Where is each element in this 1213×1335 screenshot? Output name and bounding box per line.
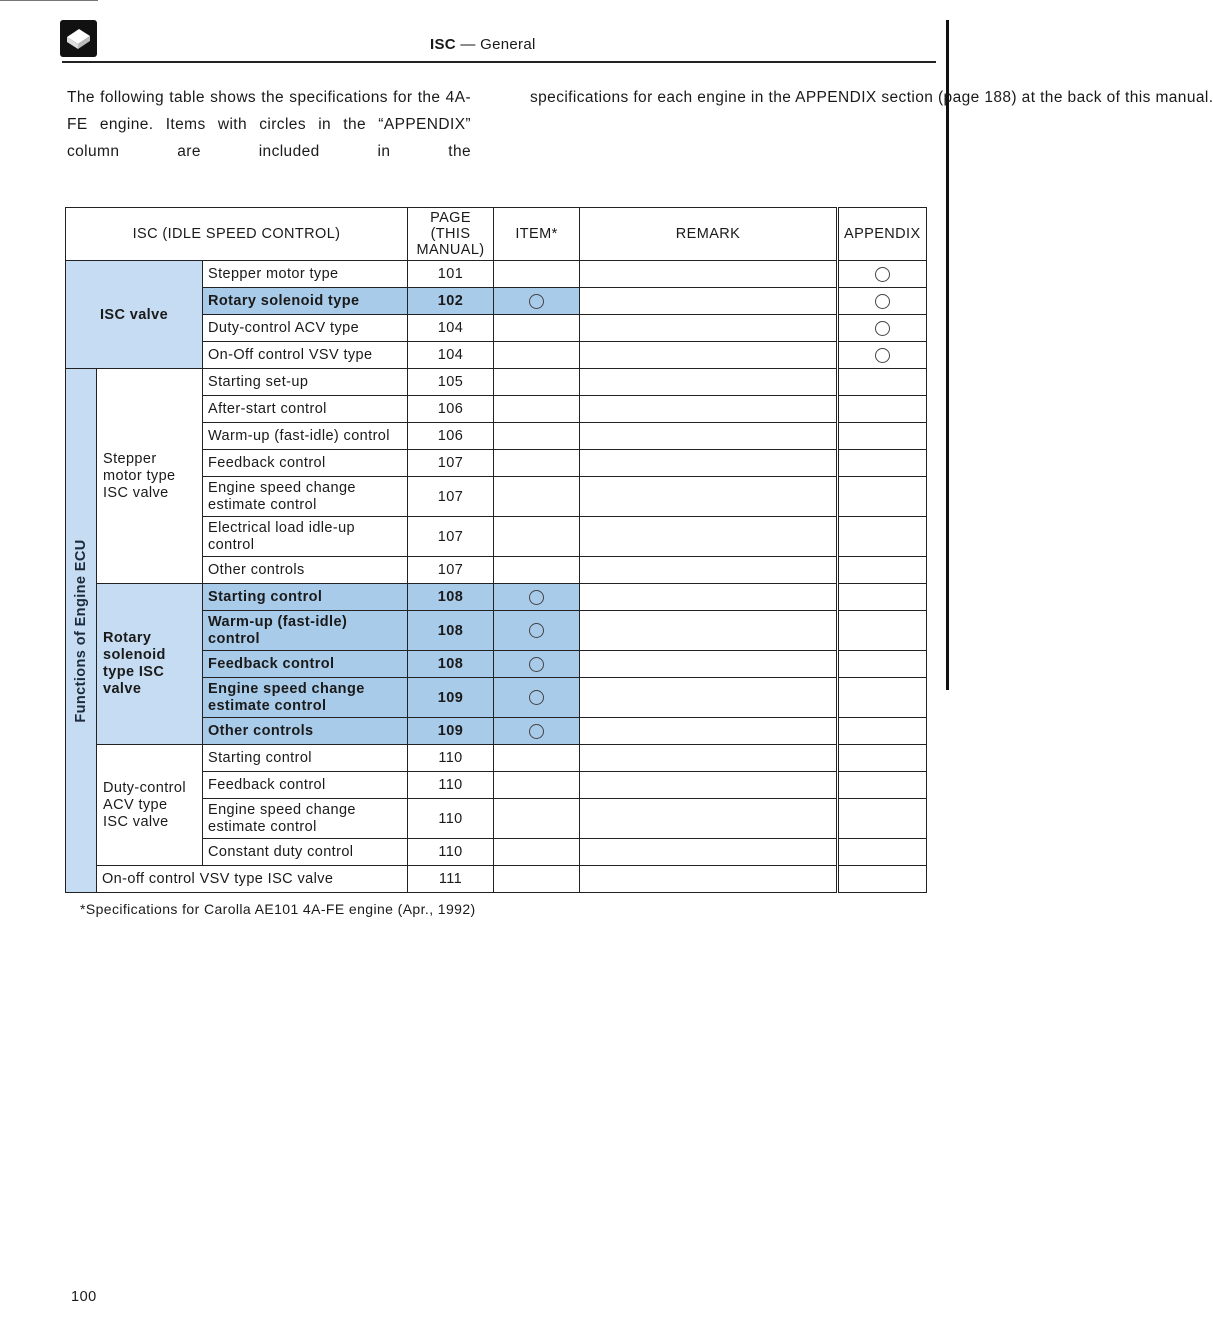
appendix-circle-icon [875, 267, 890, 282]
functions-label-text: Functions of Engine ECU [73, 538, 89, 723]
row-appendix [838, 315, 927, 342]
row-item [494, 477, 580, 517]
table-row [66, 261, 927, 288]
row-remark [580, 369, 838, 396]
header-title-bold: ISC [430, 36, 456, 53]
row-name: Starting control [203, 745, 408, 772]
row-page: 106 [408, 396, 494, 423]
row-appendix [838, 557, 927, 584]
rotary-subgroup-label: Rotary solenoid type ISC valve [97, 584, 203, 745]
appendix-circle-icon [875, 348, 890, 363]
top-corner-rule [0, 0, 98, 1]
row-page: 102 [408, 288, 494, 315]
row-appendix [838, 678, 927, 718]
row-item [494, 772, 580, 799]
row-page: 106 [408, 423, 494, 450]
onoff-row-name: On-off control VSV type ISC valve [97, 866, 408, 893]
row-page: 108 [408, 584, 494, 611]
row-appendix [838, 745, 927, 772]
row-page: 111 [408, 866, 494, 893]
item-circle-icon [529, 657, 544, 672]
row-name: Engine speed change estimate control [203, 678, 408, 718]
row-name: Duty-control ACV type [203, 315, 408, 342]
row-name: Feedback control [203, 450, 408, 477]
row-page: 109 [408, 678, 494, 718]
row-item [494, 450, 580, 477]
row-appendix [838, 611, 927, 651]
row-name: Feedback control [203, 772, 408, 799]
row-remark [580, 584, 838, 611]
row-name: After-start control [203, 396, 408, 423]
row-page: 110 [408, 745, 494, 772]
stepper-subgroup-label: Stepper motor type ISC valve [97, 369, 203, 584]
row-appendix [838, 477, 927, 517]
row-item [494, 315, 580, 342]
page-number: 100 [71, 1289, 97, 1305]
header-page: PAGE (THIS MANUAL) [408, 208, 494, 261]
row-remark [580, 651, 838, 678]
item-circle-icon [529, 690, 544, 705]
row-item [494, 288, 580, 315]
row-name: Warm-up (fast-idle) control [203, 611, 408, 651]
appendix-circle-icon [875, 321, 890, 336]
row-page: 107 [408, 557, 494, 584]
row-name: Electrical load idle-up control [203, 517, 408, 557]
row-remark [580, 745, 838, 772]
item-circle-icon [529, 590, 544, 605]
row-appendix [838, 651, 927, 678]
row-item [494, 651, 580, 678]
row-appendix [838, 423, 927, 450]
row-appendix [838, 718, 927, 745]
row-name: Other controls [203, 557, 408, 584]
row-remark [580, 517, 838, 557]
row-remark [580, 261, 838, 288]
row-item [494, 517, 580, 557]
row-name: Rotary solenoid type [203, 288, 408, 315]
row-appendix [838, 288, 927, 315]
item-circle-icon [529, 294, 544, 309]
row-appendix [838, 369, 927, 396]
page-header-title [430, 36, 536, 53]
row-remark [580, 342, 838, 369]
row-item [494, 557, 580, 584]
row-item [494, 745, 580, 772]
row-remark [580, 477, 838, 517]
appendix-circle-icon [875, 294, 890, 309]
row-page: 110 [408, 799, 494, 839]
row-name: Warm-up (fast-idle) control [203, 423, 408, 450]
row-remark [580, 772, 838, 799]
row-name: Starting control [203, 584, 408, 611]
row-page: 105 [408, 369, 494, 396]
header-title-rest: — General [455, 36, 536, 53]
intro-paragraph-right [530, 84, 1213, 111]
row-remark [580, 839, 838, 866]
duty-subgroup-label: Duty-control ACV type ISC valve [97, 745, 203, 866]
row-item [494, 678, 580, 718]
row-remark [580, 288, 838, 315]
row-page: 108 [408, 611, 494, 651]
row-page: 101 [408, 261, 494, 288]
row-item [494, 839, 580, 866]
row-name: Feedback control [203, 651, 408, 678]
row-appendix [838, 517, 927, 557]
item-circle-icon [529, 724, 544, 739]
row-item [494, 342, 580, 369]
manual-book-icon [60, 20, 97, 57]
row-appendix [838, 584, 927, 611]
header-isc: ISC (IDLE SPEED CONTROL) [66, 208, 408, 261]
row-page: 110 [408, 839, 494, 866]
row-remark [580, 450, 838, 477]
row-item [494, 611, 580, 651]
row-name: Engine speed change estimate control [203, 477, 408, 517]
row-item [494, 423, 580, 450]
row-name: Constant duty control [203, 839, 408, 866]
row-remark [580, 866, 838, 893]
table-row [66, 866, 927, 893]
row-remark [580, 678, 838, 718]
page-edge-bar [946, 20, 949, 690]
table-header-row [66, 208, 927, 261]
row-page: 110 [408, 772, 494, 799]
row-remark [580, 396, 838, 423]
row-page: 109 [408, 718, 494, 745]
intro-paragraph-left: The following table shows the specifications for the 4A-FE engine. Items with circles in the “APPENDIX” column are included in the [67, 89, 471, 160]
row-page: 107 [408, 517, 494, 557]
row-name: Engine speed change estimate control [203, 799, 408, 839]
row-item [494, 584, 580, 611]
row-remark [580, 557, 838, 584]
functions-group-label [66, 369, 97, 893]
header-rule [62, 61, 936, 63]
isc-spec-table [65, 207, 927, 893]
row-remark [580, 799, 838, 839]
row-name: Stepper motor type [203, 261, 408, 288]
header-remark: REMARK [580, 208, 838, 261]
row-remark [580, 611, 838, 651]
row-page: 108 [408, 651, 494, 678]
row-name: Other controls [203, 718, 408, 745]
row-appendix [838, 261, 927, 288]
footnote: *Specifications for Carolla AE101 4A-FE engine (Apr., 1992) [80, 901, 476, 917]
row-page: 107 [408, 450, 494, 477]
table-row [66, 745, 927, 772]
row-appendix [838, 342, 927, 369]
row-appendix [838, 866, 927, 893]
row-item [494, 866, 580, 893]
row-appendix [838, 839, 927, 866]
isc-valve-group-label: ISC valve [66, 261, 203, 369]
row-appendix [838, 772, 927, 799]
row-page: 107 [408, 477, 494, 517]
item-circle-icon [529, 623, 544, 638]
intro-right-text: specifications for each engine in the APPENDIX section (page 188) at the back of this manual. [530, 89, 1213, 106]
row-item [494, 718, 580, 745]
row-appendix [838, 799, 927, 839]
row-name: Starting set-up [203, 369, 408, 396]
row-page: 104 [408, 315, 494, 342]
header-appendix: APPENDIX [838, 208, 927, 261]
row-remark [580, 315, 838, 342]
row-item [494, 799, 580, 839]
row-remark [580, 718, 838, 745]
row-appendix [838, 450, 927, 477]
row-item [494, 396, 580, 423]
row-remark [580, 423, 838, 450]
row-appendix [838, 396, 927, 423]
table-row [66, 584, 927, 611]
row-page: 104 [408, 342, 494, 369]
header-item: ITEM* [494, 208, 580, 261]
table-row [66, 369, 927, 396]
row-name: On-Off control VSV type [203, 342, 408, 369]
row-item [494, 369, 580, 396]
row-item [494, 261, 580, 288]
